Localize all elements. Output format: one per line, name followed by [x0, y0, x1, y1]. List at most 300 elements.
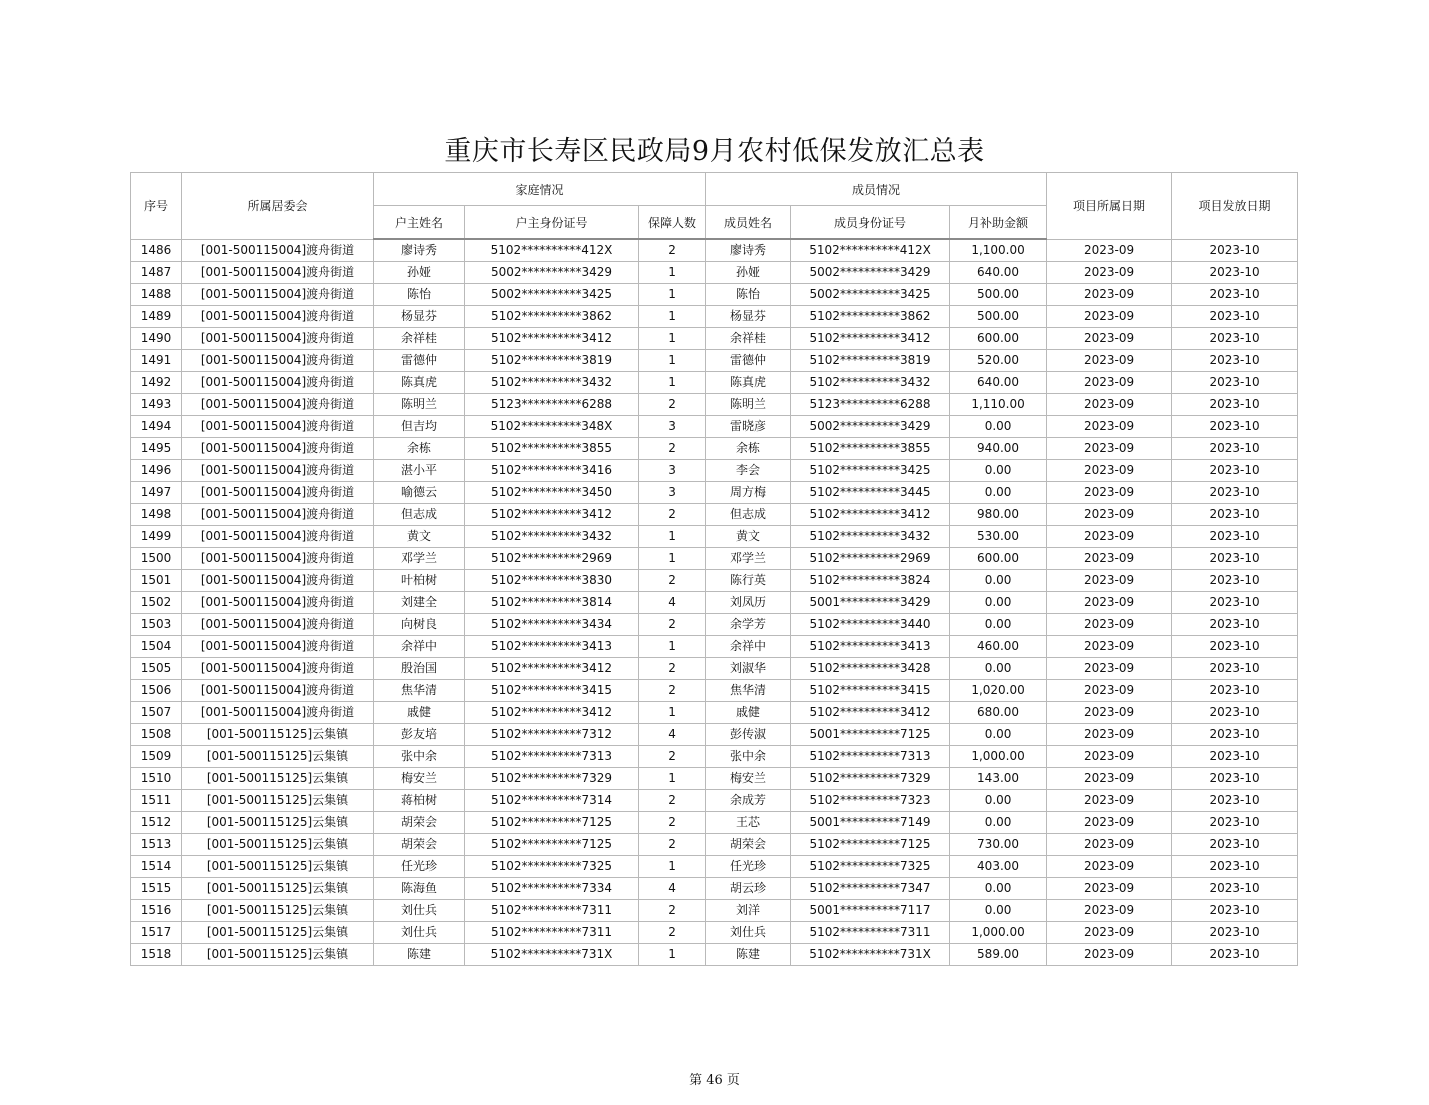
cell-member-name: 胡云珍: [706, 878, 791, 900]
cell-subsidy: 0.00: [950, 724, 1047, 746]
cell-head-name: 焦华清: [374, 680, 465, 702]
cell-project-date: 2023-09: [1047, 878, 1172, 900]
cell-committee: [001-500115004]渡舟街道: [182, 614, 374, 636]
cell-head-name: 陈明兰: [374, 394, 465, 416]
table-row: [131, 438, 1298, 460]
cell-insured-count: 2: [639, 239, 706, 262]
cell-insured-count: 2: [639, 504, 706, 526]
cell-release-date: 2023-10: [1172, 790, 1298, 812]
cell-member-id: 5102**********7313: [791, 746, 950, 768]
cell-committee: [001-500115125]云集镇: [182, 944, 374, 966]
header-family-group: 家庭情况: [374, 173, 706, 206]
cell-project-date: 2023-09: [1047, 504, 1172, 526]
cell-project-date: 2023-09: [1047, 658, 1172, 680]
cell-insured-count: 3: [639, 416, 706, 438]
cell-seq: 1514: [131, 856, 182, 878]
table-row: [131, 746, 1298, 768]
cell-project-date: 2023-09: [1047, 636, 1172, 658]
cell-seq: 1496: [131, 460, 182, 482]
cell-seq: 1508: [131, 724, 182, 746]
cell-member-id: 5102**********412X: [791, 239, 950, 262]
cell-member-id: 5102**********3412: [791, 702, 950, 724]
cell-subsidy: 520.00: [950, 350, 1047, 372]
cell-member-name: 陈真虎: [706, 372, 791, 394]
cell-seq: 1517: [131, 922, 182, 944]
cell-member-name: 李会: [706, 460, 791, 482]
cell-head-name: 杨显芬: [374, 306, 465, 328]
cell-insured-count: 2: [639, 746, 706, 768]
cell-insured-count: 1: [639, 548, 706, 570]
cell-committee: [001-500115004]渡舟街道: [182, 702, 374, 724]
cell-head-name: 雷德仲: [374, 350, 465, 372]
cell-member-id: 5102**********3413: [791, 636, 950, 658]
cell-project-date: 2023-09: [1047, 812, 1172, 834]
cell-insured-count: 2: [639, 570, 706, 592]
cell-subsidy: 530.00: [950, 526, 1047, 548]
cell-release-date: 2023-10: [1172, 746, 1298, 768]
cell-member-id: 5102**********3440: [791, 614, 950, 636]
cell-head-id: 5102**********7125: [465, 812, 639, 834]
cell-project-date: 2023-09: [1047, 262, 1172, 284]
cell-insured-count: 2: [639, 394, 706, 416]
cell-release-date: 2023-10: [1172, 350, 1298, 372]
cell-member-name: 梅安兰: [706, 768, 791, 790]
header-project-date: 项目所属日期: [1047, 173, 1172, 240]
cell-member-name: 任光珍: [706, 856, 791, 878]
cell-committee: [001-500115125]云集镇: [182, 834, 374, 856]
cell-head-name: 陈建: [374, 944, 465, 966]
cell-committee: [001-500115004]渡舟街道: [182, 328, 374, 350]
cell-project-date: 2023-09: [1047, 328, 1172, 350]
cell-head-id: 5102**********412X: [465, 239, 639, 262]
cell-head-name: 张中余: [374, 746, 465, 768]
cell-head-id: 5123**********6288: [465, 394, 639, 416]
cell-member-name: 刘凤历: [706, 592, 791, 614]
cell-insured-count: 4: [639, 878, 706, 900]
cell-seq: 1495: [131, 438, 182, 460]
cell-seq: 1506: [131, 680, 182, 702]
cell-release-date: 2023-10: [1172, 812, 1298, 834]
cell-insured-count: 3: [639, 460, 706, 482]
cell-member-name: 孙娅: [706, 262, 791, 284]
cell-committee: [001-500115004]渡舟街道: [182, 416, 374, 438]
cell-insured-count: 2: [639, 680, 706, 702]
cell-subsidy: 1,000.00: [950, 746, 1047, 768]
cell-release-date: 2023-10: [1172, 592, 1298, 614]
table-row: [131, 922, 1298, 944]
cell-seq: 1489: [131, 306, 182, 328]
cell-member-id: 5102**********3862: [791, 306, 950, 328]
cell-member-id: 5002**********3429: [791, 416, 950, 438]
table-row: [131, 614, 1298, 636]
cell-insured-count: 2: [639, 614, 706, 636]
table-row: [131, 239, 1298, 262]
cell-seq: 1500: [131, 548, 182, 570]
cell-release-date: 2023-10: [1172, 570, 1298, 592]
cell-committee: [001-500115004]渡舟街道: [182, 482, 374, 504]
cell-subsidy: 1,100.00: [950, 239, 1047, 262]
cell-seq: 1488: [131, 284, 182, 306]
cell-member-name: 周方梅: [706, 482, 791, 504]
cell-seq: 1512: [131, 812, 182, 834]
cell-committee: [001-500115125]云集镇: [182, 768, 374, 790]
cell-committee: [001-500115125]云集镇: [182, 878, 374, 900]
table-body: [131, 239, 1298, 966]
cell-subsidy: 460.00: [950, 636, 1047, 658]
cell-release-date: 2023-10: [1172, 394, 1298, 416]
cell-seq: 1491: [131, 350, 182, 372]
cell-head-name: 陈海鱼: [374, 878, 465, 900]
cell-project-date: 2023-09: [1047, 372, 1172, 394]
cell-head-name: 余祥中: [374, 636, 465, 658]
table-row: [131, 284, 1298, 306]
cell-insured-count: 2: [639, 658, 706, 680]
cell-head-id: 5002**********3425: [465, 284, 639, 306]
cell-head-name: 余祥桂: [374, 328, 465, 350]
cell-member-id: 5001**********3429: [791, 592, 950, 614]
cell-member-name: 余祥中: [706, 636, 791, 658]
cell-head-name: 余栋: [374, 438, 465, 460]
cell-seq: 1486: [131, 239, 182, 262]
cell-head-name: 陈怡: [374, 284, 465, 306]
table-row: [131, 350, 1298, 372]
cell-member-name: 黄文: [706, 526, 791, 548]
table-row: [131, 658, 1298, 680]
cell-head-id: 5102**********7329: [465, 768, 639, 790]
cell-head-id: 5102**********7125: [465, 834, 639, 856]
cell-committee: [001-500115004]渡舟街道: [182, 394, 374, 416]
cell-member-id: 5102**********731X: [791, 944, 950, 966]
cell-member-id: 5102**********3445: [791, 482, 950, 504]
table-row: [131, 900, 1298, 922]
cell-insured-count: 2: [639, 900, 706, 922]
cell-member-name: 陈建: [706, 944, 791, 966]
cell-insured-count: 1: [639, 284, 706, 306]
cell-subsidy: 640.00: [950, 372, 1047, 394]
cell-member-name: 杨显芬: [706, 306, 791, 328]
cell-member-id: 5102**********3432: [791, 526, 950, 548]
cell-committee: [001-500115004]渡舟街道: [182, 570, 374, 592]
cell-head-name: 陈真虎: [374, 372, 465, 394]
table-row: [131, 372, 1298, 394]
cell-committee: [001-500115004]渡舟街道: [182, 504, 374, 526]
cell-member-id: 5102**********7325: [791, 856, 950, 878]
cell-release-date: 2023-10: [1172, 306, 1298, 328]
cell-release-date: 2023-10: [1172, 856, 1298, 878]
cell-project-date: 2023-09: [1047, 284, 1172, 306]
cell-insured-count: 1: [639, 328, 706, 350]
cell-head-name: 邓学兰: [374, 548, 465, 570]
cell-head-name: 但吉均: [374, 416, 465, 438]
cell-head-name: 湛小平: [374, 460, 465, 482]
page-title: 重庆市长寿区民政局9月农村低保发放汇总表: [444, 136, 985, 167]
cell-subsidy: 143.00: [950, 768, 1047, 790]
table-row: [131, 460, 1298, 482]
cell-committee: [001-500115004]渡舟街道: [182, 239, 374, 262]
cell-project-date: 2023-09: [1047, 548, 1172, 570]
cell-project-date: 2023-09: [1047, 416, 1172, 438]
cell-seq: 1494: [131, 416, 182, 438]
cell-member-id: 5102**********7311: [791, 922, 950, 944]
table-row: [131, 394, 1298, 416]
cell-release-date: 2023-10: [1172, 416, 1298, 438]
cell-release-date: 2023-10: [1172, 614, 1298, 636]
cell-insured-count: 1: [639, 526, 706, 548]
table-row: [131, 416, 1298, 438]
cell-seq: 1510: [131, 768, 182, 790]
cell-subsidy: 0.00: [950, 812, 1047, 834]
cell-release-date: 2023-10: [1172, 636, 1298, 658]
cell-subsidy: 1,110.00: [950, 394, 1047, 416]
cell-head-id: 5102**********3412: [465, 504, 639, 526]
cell-head-id: 5102**********3862: [465, 306, 639, 328]
table-row: [131, 526, 1298, 548]
cell-seq: 1497: [131, 482, 182, 504]
cell-head-name: 彭友培: [374, 724, 465, 746]
cell-head-id: 5002**********3429: [465, 262, 639, 284]
cell-committee: [001-500115125]云集镇: [182, 922, 374, 944]
cell-release-date: 2023-10: [1172, 504, 1298, 526]
cell-head-name: 廖诗秀: [374, 239, 465, 262]
cell-committee: [001-500115004]渡舟街道: [182, 438, 374, 460]
cell-head-id: 5102**********7325: [465, 856, 639, 878]
cell-project-date: 2023-09: [1047, 702, 1172, 724]
cell-head-name: 叶柏树: [374, 570, 465, 592]
cell-head-id: 5102**********3415: [465, 680, 639, 702]
cell-subsidy: 0.00: [950, 460, 1047, 482]
cell-head-id: 5102**********2969: [465, 548, 639, 570]
cell-head-id: 5102**********731X: [465, 944, 639, 966]
table-row: [131, 636, 1298, 658]
table-row: [131, 306, 1298, 328]
cell-head-id: 5102**********3416: [465, 460, 639, 482]
cell-insured-count: 1: [639, 636, 706, 658]
cell-subsidy: 0.00: [950, 482, 1047, 504]
cell-member-name: 余栋: [706, 438, 791, 460]
cell-member-id: 5002**********3425: [791, 284, 950, 306]
cell-head-id: 5102**********3412: [465, 328, 639, 350]
cell-release-date: 2023-10: [1172, 482, 1298, 504]
cell-seq: 1492: [131, 372, 182, 394]
cell-subsidy: 0.00: [950, 592, 1047, 614]
cell-head-name: 孙娅: [374, 262, 465, 284]
cell-member-name: 邓学兰: [706, 548, 791, 570]
table-row: [131, 768, 1298, 790]
cell-head-id: 5102**********7334: [465, 878, 639, 900]
cell-project-date: 2023-09: [1047, 482, 1172, 504]
cell-committee: [001-500115004]渡舟街道: [182, 548, 374, 570]
header-member-name: 成员姓名: [706, 206, 791, 240]
cell-project-date: 2023-09: [1047, 856, 1172, 878]
subsidy-summary-table: [130, 172, 1298, 966]
table-row: [131, 878, 1298, 900]
cell-committee: [001-500115004]渡舟街道: [182, 636, 374, 658]
cell-head-id: 5102**********3819: [465, 350, 639, 372]
cell-member-id: 5102**********3425: [791, 460, 950, 482]
cell-subsidy: 600.00: [950, 328, 1047, 350]
cell-subsidy: 1,000.00: [950, 922, 1047, 944]
cell-committee: [001-500115004]渡舟街道: [182, 350, 374, 372]
cell-release-date: 2023-10: [1172, 922, 1298, 944]
cell-member-id: 5102**********2969: [791, 548, 950, 570]
cell-member-id: 5002**********3429: [791, 262, 950, 284]
header-head-name: 户主姓名: [374, 206, 465, 240]
table-row: [131, 790, 1298, 812]
table-row: [131, 592, 1298, 614]
table-row: [131, 702, 1298, 724]
cell-member-id: 5001**********7117: [791, 900, 950, 922]
cell-member-name: 刘仕兵: [706, 922, 791, 944]
cell-seq: 1507: [131, 702, 182, 724]
cell-head-id: 5102**********3412: [465, 658, 639, 680]
cell-member-id: 5102**********3428: [791, 658, 950, 680]
header-seq: 序号: [131, 173, 182, 240]
cell-member-name: 余祥桂: [706, 328, 791, 350]
cell-head-name: 戚健: [374, 702, 465, 724]
header-head-id: 户主身份证号: [465, 206, 639, 240]
cell-subsidy: 0.00: [950, 900, 1047, 922]
cell-member-id: 5102**********3412: [791, 328, 950, 350]
table-row: [131, 570, 1298, 592]
cell-member-id: 5102**********3819: [791, 350, 950, 372]
cell-insured-count: 2: [639, 438, 706, 460]
cell-head-id: 5102**********3434: [465, 614, 639, 636]
table-row: [131, 812, 1298, 834]
cell-release-date: 2023-10: [1172, 878, 1298, 900]
cell-committee: [001-500115125]云集镇: [182, 900, 374, 922]
cell-head-name: 胡荣会: [374, 812, 465, 834]
cell-member-name: 陈明兰: [706, 394, 791, 416]
cell-committee: [001-500115004]渡舟街道: [182, 284, 374, 306]
cell-subsidy: 600.00: [950, 548, 1047, 570]
cell-member-name: 王芯: [706, 812, 791, 834]
cell-insured-count: 3: [639, 482, 706, 504]
cell-member-id: 5102**********7323: [791, 790, 950, 812]
cell-insured-count: 1: [639, 856, 706, 878]
cell-project-date: 2023-09: [1047, 438, 1172, 460]
cell-release-date: 2023-10: [1172, 768, 1298, 790]
cell-seq: 1516: [131, 900, 182, 922]
cell-head-name: 喻德云: [374, 482, 465, 504]
cell-head-id: 5102**********348X: [465, 416, 639, 438]
cell-head-name: 刘仕兵: [374, 900, 465, 922]
cell-project-date: 2023-09: [1047, 394, 1172, 416]
cell-head-id: 5102**********3450: [465, 482, 639, 504]
cell-release-date: 2023-10: [1172, 262, 1298, 284]
cell-member-id: 5102**********7347: [791, 878, 950, 900]
table-row: [131, 482, 1298, 504]
cell-member-id: 5102**********3855: [791, 438, 950, 460]
cell-head-id: 5102**********3413: [465, 636, 639, 658]
cell-subsidy: 940.00: [950, 438, 1047, 460]
cell-member-name: 廖诗秀: [706, 239, 791, 262]
cell-member-name: 陈行英: [706, 570, 791, 592]
cell-insured-count: 1: [639, 372, 706, 394]
cell-insured-count: 1: [639, 306, 706, 328]
cell-release-date: 2023-10: [1172, 944, 1298, 966]
cell-insured-count: 2: [639, 790, 706, 812]
cell-committee: [001-500115004]渡舟街道: [182, 460, 374, 482]
cell-committee: [001-500115125]云集镇: [182, 856, 374, 878]
cell-subsidy: 680.00: [950, 702, 1047, 724]
cell-member-id: 5102**********3415: [791, 680, 950, 702]
table-row: [131, 944, 1298, 966]
cell-committee: [001-500115004]渡舟街道: [182, 658, 374, 680]
cell-insured-count: 1: [639, 768, 706, 790]
cell-member-id: 5123**********6288: [791, 394, 950, 416]
cell-seq: 1487: [131, 262, 182, 284]
cell-seq: 1504: [131, 636, 182, 658]
cell-project-date: 2023-09: [1047, 570, 1172, 592]
cell-head-id: 5102**********3432: [465, 526, 639, 548]
cell-subsidy: 0.00: [950, 790, 1047, 812]
cell-committee: [001-500115125]云集镇: [182, 724, 374, 746]
cell-committee: [001-500115004]渡舟街道: [182, 592, 374, 614]
cell-subsidy: 0.00: [950, 416, 1047, 438]
cell-seq: 1501: [131, 570, 182, 592]
cell-subsidy: 589.00: [950, 944, 1047, 966]
cell-member-name: 彭传淑: [706, 724, 791, 746]
cell-release-date: 2023-10: [1172, 680, 1298, 702]
cell-head-id: 5102**********7311: [465, 922, 639, 944]
header-insured-count: 保障人数: [639, 206, 706, 240]
table-row: [131, 680, 1298, 702]
cell-member-id: 5102**********3824: [791, 570, 950, 592]
cell-release-date: 2023-10: [1172, 284, 1298, 306]
cell-seq: 1518: [131, 944, 182, 966]
cell-project-date: 2023-09: [1047, 768, 1172, 790]
cell-project-date: 2023-09: [1047, 460, 1172, 482]
cell-member-name: 雷德仲: [706, 350, 791, 372]
cell-member-id: 5001**********7149: [791, 812, 950, 834]
cell-member-name: 刘淑华: [706, 658, 791, 680]
cell-subsidy: 640.00: [950, 262, 1047, 284]
cell-subsidy: 980.00: [950, 504, 1047, 526]
cell-seq: 1509: [131, 746, 182, 768]
cell-seq: 1515: [131, 878, 182, 900]
cell-committee: [001-500115004]渡舟街道: [182, 262, 374, 284]
cell-committee: [001-500115125]云集镇: [182, 790, 374, 812]
cell-subsidy: 0.00: [950, 570, 1047, 592]
cell-committee: [001-500115004]渡舟街道: [182, 680, 374, 702]
cell-head-name: 任光珍: [374, 856, 465, 878]
header-member-group: 成员情况: [706, 173, 1047, 206]
cell-head-id: 5102**********3432: [465, 372, 639, 394]
table-row: [131, 724, 1298, 746]
cell-member-name: 张中余: [706, 746, 791, 768]
cell-project-date: 2023-09: [1047, 680, 1172, 702]
cell-seq: 1511: [131, 790, 182, 812]
cell-seq: 1513: [131, 834, 182, 856]
cell-insured-count: 1: [639, 262, 706, 284]
cell-release-date: 2023-10: [1172, 658, 1298, 680]
table-row: [131, 262, 1298, 284]
cell-subsidy: 403.00: [950, 856, 1047, 878]
cell-release-date: 2023-10: [1172, 526, 1298, 548]
table-row: [131, 504, 1298, 526]
cell-head-name: 向树良: [374, 614, 465, 636]
cell-subsidy: 0.00: [950, 658, 1047, 680]
cell-member-name: 余学芳: [706, 614, 791, 636]
cell-head-name: 刘建全: [374, 592, 465, 614]
cell-member-id: 5001**********7125: [791, 724, 950, 746]
cell-member-id: 5102**********7329: [791, 768, 950, 790]
cell-release-date: 2023-10: [1172, 239, 1298, 262]
cell-release-date: 2023-10: [1172, 328, 1298, 350]
cell-head-id: 5102**********7313: [465, 746, 639, 768]
cell-head-id: 5102**********3855: [465, 438, 639, 460]
cell-project-date: 2023-09: [1047, 834, 1172, 856]
